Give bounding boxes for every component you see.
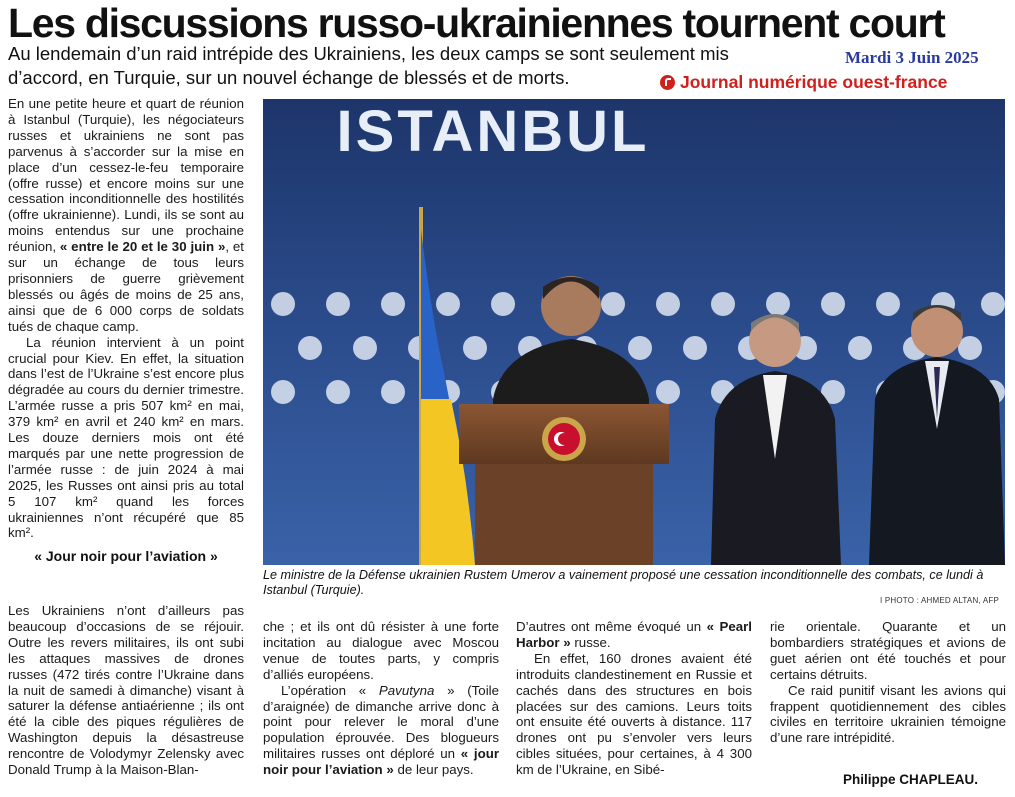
article-intro-column <box>8 96 244 571</box>
article-column-1 <box>8 603 244 778</box>
operation-name: Pavutyna <box>378 682 435 698</box>
article-column-4 <box>770 619 1006 746</box>
istanbul-backdrop-text: ISTANBUL <box>336 99 650 164</box>
intro-text: En une petite heure et quart de réunion à Istanbul (Turquie), les négociateurs russes et ukrainiens ne sont pas parvenus à s’accorder sur la mise en place d’un cessez-le-feu temporaire (offre russe) et encore moins sur une cessation inconditionnelle des hostilités (offre ukrainienne). Lundi, ils se sont au moins entendus sur une prochaine réunion, <box>8 96 244 255</box>
photo-caption: Le ministre de la Défense ukrainien Rustem Umerov a vainement proposé une cessation inconditionnelle des combats, ce lundi à Istanbul (Turquie). <box>263 568 984 597</box>
intro-text-rest: , et sur un échange de tous leurs prisonniers de guerre grièvement blessés ou âgés de moins de 25 ans, ainsi que de 6 000 corps de soldats tués de chaque camp. <box>8 239 245 334</box>
column-4-paragraph-1: rie orientale. Quarante et un bombardiers stratégiques et avions de guet aérien ont été touchés et pour certains détruits. <box>770 619 1006 682</box>
text-fragment: L’opération « <box>281 682 379 698</box>
text-fragment: russe. <box>570 634 611 650</box>
article-column-3 <box>516 619 752 778</box>
quote-black-day: « jour noir pour l’aviation » <box>263 746 499 778</box>
text-fragment: D’autres ont même évoqué un <box>516 619 707 634</box>
standfirst: Au lendemain d’un raid intrépide des Ukrainiens, les deux camps se sont seulement mis d’accord, en Turquie, sur un nouvel échange de blessés et de morts. <box>8 43 729 88</box>
column-2-paragraph-2 <box>263 683 499 778</box>
quote-pearl-harbor: « Pearl Harbor » <box>516 619 753 650</box>
source-label <box>660 72 947 93</box>
headline: Les discussions russo-ukrainiennes tournent court <box>8 0 945 46</box>
column-3-paragraph-2: En effet, 160 drones avaient été introduits clandestinement en Russie et cachés dans des structures en bois placées sur des camions. Leurs toits ont ensuite été ouverts à distance. 117 drones ont pu s’envoler vers leurs cibles situées, pour certaines, à 4 300 km de l’Ukraine, en Sibé- <box>516 650 752 778</box>
quote-dates: « entre le 20 et le 30 juin » <box>59 239 226 255</box>
news-photo <box>263 99 1005 565</box>
photo-credit: I PHOTO : AHMED ALTAN, AFP <box>880 596 1000 605</box>
source-name: Journal numérique ouest-france <box>680 72 948 92</box>
column-3-paragraph-1 <box>516 619 752 651</box>
text-fragment: de leur pays. <box>393 762 474 778</box>
article-column-2 <box>263 619 499 778</box>
author-byline: Philippe CHAPLEAU. <box>843 772 979 787</box>
intro-paragraph-2: La réunion intervient à un point crucial pour Kiev. En effet, la situation dans l’est de l’Ukraine s’est encore plus dégradée au cours du dernier trimestre. L’armée russe a pris 507 km² en mai, 379 km² en avril et 240 km² en mars. Les douze derniers mois ont été marqués par une nette progression de l’armée russe : de juin 2024 à mai 2025, les Russes ont ainsi pris au total 5 107 km² quand les forces ukrainiennes n’ont récupéré que 85 km². <box>8 334 244 541</box>
section-subhead: « Jour noir pour l’aviation » <box>34 548 218 565</box>
column-4-paragraph-2: Ce raid punitif visant les avions qui frappent quotidiennement des cibles civiles en territoire ukrainien témoigne d’une rare intrépidité. <box>770 682 1006 746</box>
column-2-paragraph-1: che ; et ils ont dû résister à une forte incitation au dialogue avec Moscou venue de toutes parts, y compris d’alliés européens. <box>263 619 499 682</box>
intro-paragraph-1 <box>8 96 244 335</box>
text-fragment: » (Toile d’araignée) de dimanche arrive donc à point pour relever le moral d’une population éprouvée. Des blogueurs militaires russes ont déploré un <box>263 682 499 762</box>
ouest-france-logo-icon <box>660 75 675 90</box>
publication-date: Mardi 3 Juin 2025 <box>845 48 979 67</box>
column-1-paragraph: Les Ukrainiens n’ont d’ailleurs pas beaucoup d’occasions de se réjouir. Outre les revers militaires, ils ont subi les attaques massives de drones russes (472 tirés contre l’Ukraine dans la nuit de samedi à dimanche) visant à saturer la défense antiaérienne ; ils ont été la cible des piques régulières de Washington depuis la désastreuse rencontre de Volodymyr Zelensky avec Donald Trump à la Maison-Blan- <box>8 603 244 778</box>
